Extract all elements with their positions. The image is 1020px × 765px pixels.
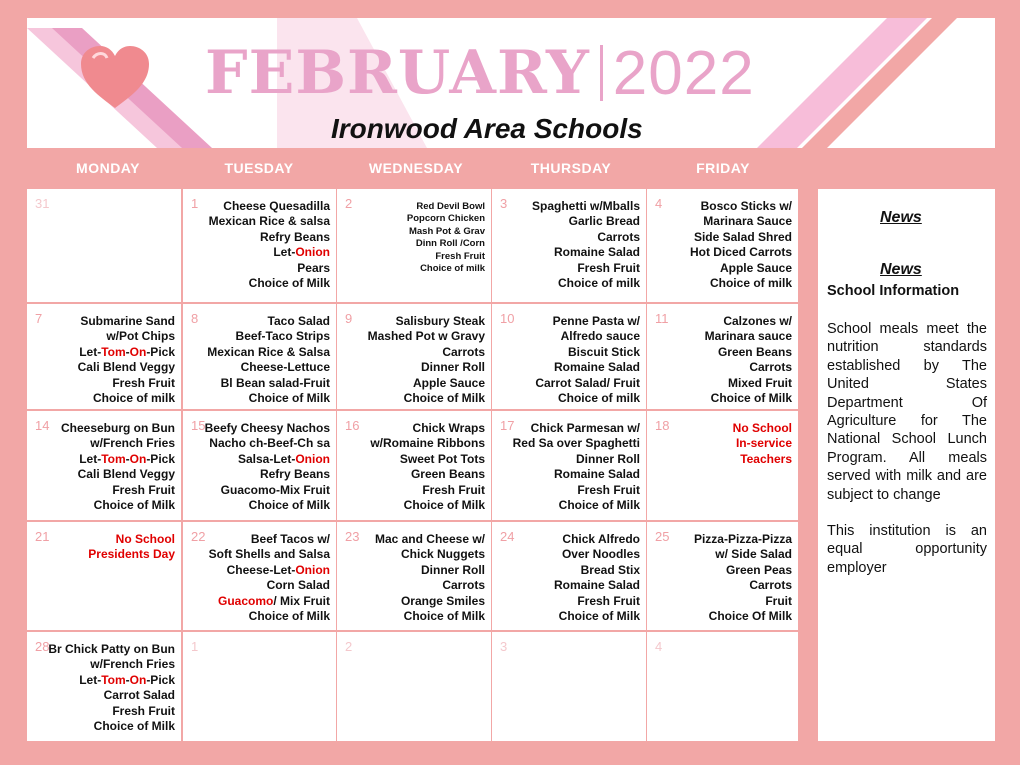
school-name: Ironwood Area Schools bbox=[331, 113, 643, 144]
menu-list bbox=[690, 199, 792, 291]
month-title: FEBRUARY bbox=[205, 38, 590, 108]
menu-item: Calzones w/ bbox=[723, 314, 792, 328]
day-number: 3 bbox=[500, 639, 508, 654]
menu-item: Dinner Roll bbox=[575, 451, 640, 466]
menu-item: Bl Bean salad-Fruit bbox=[220, 375, 330, 390]
menu-item: Mac and Cheese w/ bbox=[374, 532, 485, 546]
menu-list bbox=[407, 201, 485, 275]
menu-item: Mash Pot & Grav bbox=[408, 225, 485, 237]
menu-item: Nacho ch-Beef-Ch sa bbox=[209, 436, 330, 451]
day-cell bbox=[492, 304, 646, 409]
weekday-thursday: THURSDAY bbox=[530, 160, 612, 176]
day-cell bbox=[27, 522, 181, 630]
menu-list bbox=[368, 314, 485, 406]
day-number: 4 bbox=[655, 639, 663, 654]
day-cell bbox=[183, 304, 336, 409]
menu-list bbox=[535, 314, 640, 406]
menu-item: Green Peas bbox=[725, 562, 792, 577]
menu-item: Choice of milk bbox=[92, 391, 175, 406]
weekday-friday: FRIDAY bbox=[696, 160, 750, 176]
menu-item: Chick Parmesan w/ bbox=[530, 421, 640, 435]
menu-item: Choice of Milk bbox=[248, 609, 330, 624]
menu-item: Cheese Quesadilla bbox=[223, 199, 330, 213]
day-cell bbox=[647, 632, 798, 741]
menu-item: Choice of Milk bbox=[248, 391, 330, 406]
day-number: 4 bbox=[655, 196, 663, 211]
menu-item: Refry Beans bbox=[259, 229, 330, 244]
menu-item: w/Romaine Ribbons bbox=[370, 436, 485, 451]
menu-item: Soft Shells and Salsa bbox=[208, 547, 330, 562]
menu-item: Refry Beans bbox=[259, 467, 330, 482]
school-info-title: School Information bbox=[827, 283, 960, 299]
menu-item: Pears bbox=[297, 260, 330, 275]
menu-list bbox=[513, 421, 640, 513]
day-cell bbox=[337, 304, 491, 409]
menu-list bbox=[209, 532, 330, 624]
heart-icon bbox=[79, 44, 151, 112]
menu-item: Cheese-Let-Onion bbox=[226, 562, 330, 577]
menu-item: w/French Fries bbox=[90, 436, 175, 451]
menu-item: Choice of Milk bbox=[710, 391, 792, 406]
day-cell bbox=[27, 304, 181, 409]
day-number: 17 bbox=[500, 418, 515, 433]
menu-item: Carrot Salad/ Fruit bbox=[535, 375, 640, 390]
menu-item: Sweet Pot Tots bbox=[399, 451, 485, 466]
menu-item: Choice of Milk bbox=[558, 498, 640, 513]
menu-item: Choice of Milk bbox=[93, 719, 175, 734]
menu-item: Mexican Rice & salsa bbox=[208, 214, 330, 229]
news-subheading: News bbox=[880, 261, 922, 278]
news-heading: News bbox=[880, 209, 922, 226]
menu-item: Mixed Fruit bbox=[727, 375, 792, 390]
title bbox=[205, 38, 755, 108]
menu-item: Dinn Roll /Corn bbox=[415, 238, 485, 250]
menu-item: Carrots bbox=[597, 229, 640, 244]
menu-item: Choice of Milk bbox=[248, 276, 330, 291]
day-number: 28 bbox=[35, 639, 50, 654]
menu-item: w/ Side Salad bbox=[715, 547, 792, 562]
menu-item: Corn Salad bbox=[266, 578, 330, 593]
menu-item: Choice of milk bbox=[557, 391, 640, 406]
menu-item: Fresh Fruit bbox=[577, 482, 640, 497]
calendar-header bbox=[27, 18, 995, 148]
menu-item: Mexican Rice & Salsa bbox=[207, 344, 330, 359]
menu-item: Presidents Day bbox=[88, 547, 175, 562]
menu-item: In-service bbox=[735, 436, 792, 451]
menu-item: Let-Tom-On-Pick bbox=[79, 672, 175, 687]
menu-item: Choice of Milk bbox=[93, 498, 175, 513]
menu-list bbox=[532, 199, 640, 291]
equal-opportunity-statement: This institution is an equal opportunity employer bbox=[827, 523, 987, 576]
menu-item: Popcorn Chicken bbox=[406, 213, 485, 225]
menu-list bbox=[370, 421, 485, 513]
menu-item: Bosco Sticks w/ bbox=[700, 199, 792, 213]
day-number: 2 bbox=[345, 639, 353, 654]
menu-item: Alfredo sauce bbox=[560, 329, 640, 344]
day-number: 14 bbox=[35, 418, 50, 433]
menu-item: Fruit bbox=[765, 593, 792, 608]
menu-item: Spaghetti w/Mballs bbox=[531, 199, 640, 213]
no-school-notice bbox=[88, 532, 175, 563]
title-divider bbox=[600, 45, 603, 101]
menu-item: Bread Stix bbox=[580, 562, 640, 577]
day-number: 7 bbox=[35, 311, 43, 326]
day-cell bbox=[337, 411, 491, 520]
day-cell bbox=[183, 189, 336, 302]
menu-item: No School bbox=[115, 532, 175, 546]
day-cell bbox=[492, 189, 646, 302]
day-cell bbox=[492, 632, 646, 741]
weekday-tuesday: TUESDAY bbox=[224, 160, 294, 176]
day-number: 22 bbox=[191, 529, 206, 544]
menu-item: Apple Sauce bbox=[412, 375, 485, 390]
menu-item: No School bbox=[732, 421, 792, 435]
nutrition-statement: School meals meet the nutrition standards established by The United States Department Of Agriculture for The National School Lunch Program. All meals served with milk and are subject to change bbox=[827, 321, 987, 503]
day-cell bbox=[183, 632, 336, 741]
menu-item: Carrots bbox=[442, 344, 485, 359]
menu-item: Fresh Fruit bbox=[112, 375, 175, 390]
menu-item: Let-Onion bbox=[273, 245, 330, 260]
menu-item: Green Beans bbox=[717, 344, 792, 359]
menu-item: Taco Salad bbox=[267, 314, 330, 328]
day-number: 23 bbox=[345, 529, 360, 544]
day-cell bbox=[27, 189, 181, 302]
day-number: 2 bbox=[345, 196, 353, 211]
menu-item: Choice Of Milk bbox=[708, 609, 792, 624]
menu-list bbox=[205, 421, 330, 513]
day-number: 9 bbox=[345, 311, 353, 326]
day-number: 21 bbox=[35, 529, 50, 544]
menu-item: Fresh Fruit bbox=[577, 593, 640, 608]
day-number: 16 bbox=[345, 418, 360, 433]
menu-item: Romaine Salad bbox=[553, 360, 640, 375]
menu-item: Red Sa over Spaghetti bbox=[512, 436, 640, 451]
menu-item: Choice of milk bbox=[420, 263, 485, 275]
menu-item: Choice of Milk bbox=[558, 609, 640, 624]
menu-item: Choice of milk bbox=[557, 276, 640, 291]
menu-item: Carrots bbox=[749, 360, 792, 375]
menu-item: Dinner Roll bbox=[420, 360, 485, 375]
menu-item: Hot Diced Carrots bbox=[689, 245, 792, 260]
day-cell bbox=[183, 411, 336, 520]
menu-item: Fresh Fruit bbox=[112, 482, 175, 497]
menu-item: Romaine Salad bbox=[553, 245, 640, 260]
weekday-monday: MONDAY bbox=[76, 160, 140, 176]
day-number: 10 bbox=[500, 311, 515, 326]
menu-item: Biscuit Stick bbox=[567, 344, 640, 359]
menu-item: Carrot Salad bbox=[103, 688, 175, 703]
menu-item: Penne Pasta w/ bbox=[552, 314, 640, 328]
day-number: 15 bbox=[191, 418, 206, 433]
menu-list bbox=[209, 199, 330, 291]
school-info-body bbox=[827, 320, 987, 595]
menu-list bbox=[694, 532, 792, 624]
menu-item: Apple Sauce bbox=[719, 260, 792, 275]
menu-item: Garlic Bread bbox=[568, 214, 640, 229]
day-number: 8 bbox=[191, 311, 199, 326]
menu-item: Beefy Cheesy Nachos bbox=[204, 421, 330, 435]
day-cell bbox=[337, 522, 491, 630]
menu-item: Cali Blend Veggy bbox=[77, 467, 175, 482]
menu-item: Salsa-Let-Onion bbox=[237, 451, 330, 466]
menu-item: Teachers bbox=[740, 451, 792, 466]
menu-item: Cali Blend Veggy bbox=[77, 360, 175, 375]
menu-item: Submarine Sand bbox=[80, 314, 175, 328]
menu-item: Dinner Roll bbox=[420, 562, 485, 577]
news-panel bbox=[818, 189, 995, 741]
menu-item: Romaine Salad bbox=[553, 578, 640, 593]
menu-list bbox=[61, 421, 175, 513]
menu-item: Over Noodles bbox=[561, 547, 640, 562]
menu-item: Romaine Salad bbox=[553, 467, 640, 482]
menu-item: Cheese-Lettuce bbox=[240, 360, 330, 375]
menu-item: Choice of Milk bbox=[403, 609, 485, 624]
menu-item: w/Pot Chips bbox=[106, 329, 175, 344]
menu-item: Cheeseburg on Bun bbox=[60, 421, 175, 435]
day-number: 31 bbox=[35, 196, 50, 211]
menu-item: Choice of Milk bbox=[403, 391, 485, 406]
day-number: 25 bbox=[655, 529, 670, 544]
menu-item: Fresh Fruit bbox=[577, 260, 640, 275]
menu-list bbox=[375, 532, 485, 624]
menu-item: Marinara sauce bbox=[704, 329, 792, 344]
menu-item: Choice of milk bbox=[709, 276, 792, 291]
day-cell bbox=[27, 411, 181, 520]
menu-list bbox=[554, 532, 640, 624]
menu-item: Orange Smiles bbox=[400, 593, 485, 608]
menu-item: Let-Tom-On-Pick bbox=[79, 344, 175, 359]
menu-item: Fresh Fruit bbox=[435, 250, 485, 262]
menu-item: Mashed Pot w Gravy bbox=[367, 329, 485, 344]
day-cell bbox=[647, 411, 798, 520]
day-number: 1 bbox=[191, 196, 199, 211]
menu-item: Red Devil Bowl bbox=[416, 201, 485, 212]
menu-item: Guacomo/ Mix Fruit bbox=[217, 593, 330, 608]
menu-item: Fresh Fruit bbox=[112, 703, 175, 718]
menu-item: Green Beans bbox=[410, 467, 485, 482]
day-cell bbox=[647, 304, 798, 409]
menu-item: Carrots bbox=[749, 578, 792, 593]
menu-item: Chick Wraps bbox=[412, 421, 485, 435]
menu-list bbox=[207, 314, 330, 406]
day-number: 24 bbox=[500, 529, 515, 544]
menu-item: Salisbury Steak bbox=[395, 314, 485, 328]
day-cell bbox=[492, 522, 646, 630]
menu-item: w/French Fries bbox=[90, 657, 175, 672]
menu-item: Side Salad Shred bbox=[693, 229, 792, 244]
day-number: 18 bbox=[655, 418, 670, 433]
menu-item: Carrots bbox=[442, 578, 485, 593]
menu-item: Pizza-Pizza-Pizza bbox=[693, 532, 792, 546]
menu-item: Fresh Fruit bbox=[422, 482, 485, 497]
year-title: 2022 bbox=[612, 38, 755, 108]
menu-item: Chick Alfredo bbox=[562, 532, 640, 546]
menu-item: Beef-Taco Strips bbox=[235, 329, 330, 344]
day-cell bbox=[27, 632, 181, 741]
day-cell bbox=[647, 189, 798, 302]
menu-item: Chick Nuggets bbox=[400, 547, 485, 562]
day-cell bbox=[183, 522, 336, 630]
day-cell bbox=[337, 189, 491, 302]
menu-list bbox=[705, 314, 792, 406]
day-cell bbox=[647, 522, 798, 630]
menu-item: Br Chick Patty on Bun bbox=[48, 642, 175, 656]
menu-list bbox=[48, 642, 175, 734]
menu-item: Choice of Milk bbox=[403, 498, 485, 513]
day-number: 1 bbox=[191, 639, 199, 654]
weekday-wednesday: WEDNESDAY bbox=[368, 160, 464, 176]
menu-item: Choice of Milk bbox=[248, 498, 330, 513]
menu-item: Let-Tom-On-Pick bbox=[79, 451, 175, 466]
no-school-notice bbox=[733, 421, 792, 467]
day-cell bbox=[492, 411, 646, 520]
day-number: 11 bbox=[655, 311, 669, 326]
menu-list bbox=[78, 314, 175, 406]
day-cell bbox=[337, 632, 491, 741]
menu-item: Guacomo-Mix Fruit bbox=[220, 482, 330, 497]
day-number: 3 bbox=[500, 196, 508, 211]
menu-item: Marinara Sauce bbox=[703, 214, 792, 229]
menu-item: Beef Tacos w/ bbox=[250, 532, 330, 546]
